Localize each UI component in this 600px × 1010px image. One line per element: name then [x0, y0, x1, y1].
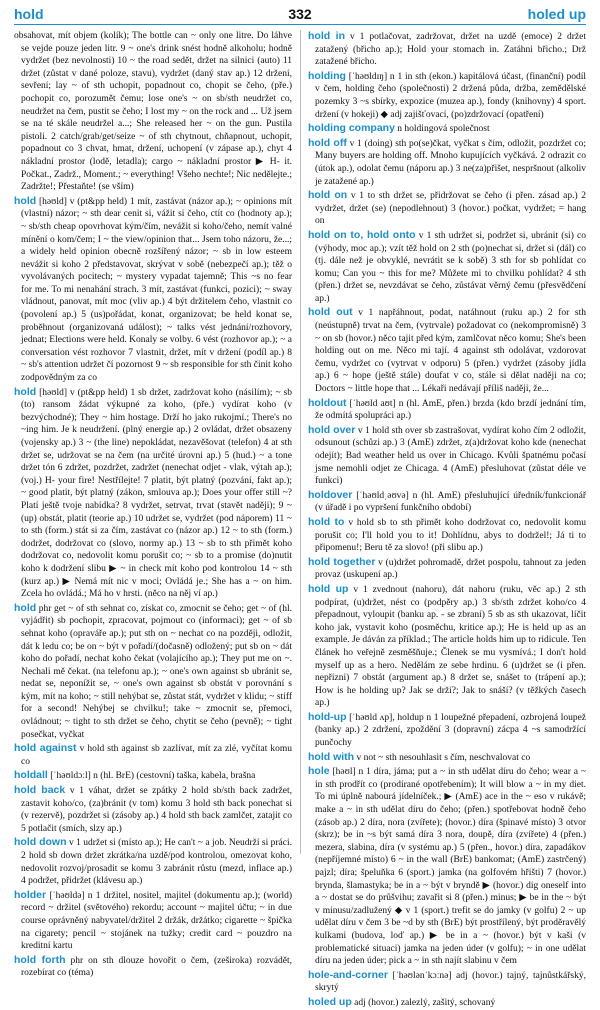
entry-text: v 1 (doing) sth po(se)čkat, vyčkat s čím, odložit, pozdržet co; Many buyers are holding off. Mnoho kupujících vyčkává. 2 odrazit co (útok ap.), odolat čemu (náporu ap.) 3 ne(za)přišet, nespršnout (alkoliv je zatažené ap.) — [315, 138, 587, 187]
entry-headword: hold against — [14, 742, 77, 755]
entry-text: [ˈhəʊld ʌp], holdup n 1 loupežné přepadení, ozbrojená loupež (banky ap.) 2 zdržení, zpoždění 3 (dopravní) zácpa 4 ~s samodržící punčochy — [315, 712, 587, 749]
dictionary-entry — [308, 30, 586, 69]
entry-headword: hold over — [308, 423, 356, 436]
page-number: 332 — [288, 6, 312, 22]
entry-headword: hole-and-corner — [308, 968, 388, 981]
entry-headword: hold in — [308, 30, 345, 42]
dictionary-entry — [14, 769, 292, 783]
dictionary-entry — [14, 30, 292, 194]
entry-headword: holdout — [308, 396, 347, 409]
dictionary-entry — [308, 556, 586, 582]
entry-text: adj (hovor.) zalezlý, zašitý, schovaný — [354, 997, 496, 1008]
entry-headword: hold down — [14, 836, 67, 849]
entry-text: [ˈhəʊlənˈkɔːnə] adj (hovor.) tajný, tajnůstkářský, skrytý — [315, 970, 586, 994]
entry-text: [həʊld] v (pt&pp held) 1 mít, zastávat (názor ap.); ~ opinions mít (vlastní) názor; ~ sth dear cenit si, vážit si čeho, ctít co (hodnoty ap.); ~ sb/sth cheap opovrhovat kým/čím, nevážit si koho/čeho, nemít valné mínění o kom/čem; I ~ the view/opinion that... Jsem toho názoru, že...; a widely held opinion obecně rozšířený názor; ~ sb in low esteem nevážit si koho 2 představovat, skrývat v sobě (nebezpečí ap.); těž o vyvolávaných pocitech; ~ mystery vypadat tajemně; This ~s no fear for me. To mi nenahání strach. 3 mít, zastávat (funkci, pozici); ~ sway vládnout, panovat, mít moc (vliv ap.) 4 být držitelem čeho, vlastnit co (povolení ap.) 5 (us)pořádat, konat, organizovat; be held konat se, proběhnout (organizovaná událost); ~ talks vést jednání/rozhovory, jednat; Elections were held. Konaly se volby. 6 vést (rozhovor ap.); ~ a conversation vést rozhovor 7 vlastnit, držet, mít v držení (podíl ap.) 8 ~ sb's attention udržet čí pozornost 9 ~ sb responsible for sth činit koho zodpovědným za co — [21, 196, 292, 384]
dictionary-entry — [14, 386, 292, 601]
entry-headword: hold on to, hold onto — [308, 228, 416, 241]
entry-headword: holed up — [308, 995, 352, 1008]
entry-headword: holdall — [14, 769, 48, 782]
right-guide-word: holed up — [527, 6, 586, 22]
entry-headword: hold forth — [14, 953, 66, 966]
dictionary-entry — [308, 765, 586, 968]
right-column — [300, 30, 587, 1008]
entry-text: phr get ~ of sth sehnat co, získat co, zmocnit se čeho; get ~ of (hl. vyjádřit) sb pochopit, zpracovat, pojmout co (informaci); get ~ of sb sehnat koho (opraváře ap.); put sth on ~ nechat co na později, odložit, dát k ledu co; be on ~ být v pořadí/(dočasně) odložený; put sb on ~ dát koho do pořadí, nechat koho čekat (volajícího ap.); They put me on ~. Nechali mě čekat. (na telefonu ap.); ~ one's own against sb ubránit se, nedat se, neponížit se, ~ one's own against sb obstát v porovnání s kým, mít na koho; ~ still nehýbat se, zůstat stát, vydržet v klidu; ~ stiff for a second! Nehýbej se chvilku!; take ~ zmocnit se, přemoci, ovládnout; ~ tight to sth držet se čeho, chytit se čeho (pevně); ~ tight posečkat, vyčkat — [21, 603, 292, 740]
entry-text: v 1 zvednout (nahoru), dát nahoru (ruku, věc ap.) 2 sth podpírat, (u)držet, nést co (podpěry ap.) 3 sb/sth zdržet koho/co 4 přepadnout, vyloupit (banku ap. - se zbraní) 5 sb as sth ukazovat, líčit koho jak, vystavit koho (posměchu, kritice ap.); He is held up as an example. Je dáván za příklad.; The article holds him up to ridicule. Ten článek ho veřejně zesměšňuje.; Členek se mu vysmívá.; I don't hold myself up as a hero. Nedělám ze sebe hrdinu. 6 (u)držet se (i přen. nepřízni) 7 obstát (argument ap.) 8 držet se, snášet to (trápení ap.); How is he holding up? Jak se drží?; Jak to snáší? (v těžkých časech ap.) — [315, 584, 587, 709]
dictionary-entry — [308, 711, 586, 750]
entry-headword: holding — [308, 69, 346, 82]
dictionary-entry — [14, 836, 292, 887]
entry-text: [həʊl] n 1 díra, jáma; put a ~ in sth udělat díru do čeho; wear a ~ in sth prodřít co (prodírané opotřebením); It will blow a ~ in my diet. To mi úplně nabourá jídelníček.; ▶ (AmE) ace in the ~ eso v rukávě; make a ~ in sth udělat díru do čeho; (přen.) spotřebovat hodně čeho (zásob ap.) 2 díra, nora (zvířete); (hovor.) díra (špinavé místo) 3 otvor (skrz); be in ~s být samá díra 3 nora, doupě, díra (zvířete) 4 (přen.) mezera, slabina, díra (v systému ap.) 5 (přen., hovor.) díra, zapadákov (nepříjemné místo) 6 ~ in the wall (BrE) bankomat; (AmE) zastrčený) pajzl; díra; špeluňka 6 (sport.) jamka (na golfovém hřišti) 7 (hovor.) brynda, šlamastyka; be in a ~ být v bryndě ▶ (hovor.) dig oneself into a ~ dostat se do průšvihu; zavařit si 8 (přen.) minus; ▶ be in the ~ být v minusu/zadlužený ◆ v 1 (sport.) trefit se do jamky (v golfu) 2 ~ up udělat díru v čem 3 be ~d by sth (BrE) být prostřílený, být proděravělý kulkami (budova, loď ap.) ▶ be in a ~ (hovor.) být v kaši (v problematické situaci) jamka na jeden úder (v golfu); ~ in one udělat díru na jeden úder; pick a ~ in sth najít slabinu v čem — [315, 767, 586, 967]
dictionary-entry — [308, 306, 586, 395]
left-guide-word: hold — [14, 6, 44, 22]
entry-text: v 1 udržet si (místo ap.); He can't ~ a job. Neudrží si práci. 2 hold sb down držet zkrátka/na uzdě/pod kontrolou, omezovat koho, nedovolit rozvoj/prosadit se komu 3 zabránit růstu (mezd, inflace ap.) 4 podržet, přidržet (klávesu ap.) — [21, 838, 292, 887]
entry-headword: holder — [14, 888, 47, 901]
entry-text: v 1 to sth držet se, přidržovat se čeho (i přen. zásad ap.) 2 vydržet, držet (se) (nepodlehnout) 3 (hovor.) počkat, vydržet; = hang on — [315, 191, 587, 227]
entry-headword: hold together — [308, 555, 376, 568]
entry-text: v hold sb to sth přimět koho dodržovat co, nedovolit komu porušit co; I'll hold you to it! Dohlídnu, abys to dodržel!; Já ti to připomenu!; Beru tě za slovo! (při slibu ap.) — [315, 517, 587, 554]
entry-text: v hold sth against sb zazlívat, mít za zlé, vyčítat komu co — [21, 744, 293, 767]
entry-headword: hold up — [308, 582, 349, 595]
entry-text: [ˈhəʊld aʊt] n (hl. AmE, přen.) brzda (kdo brzdí jednání tím, že odmítá spolupráci ap.) — [315, 398, 586, 422]
dictionary-entry — [308, 70, 586, 121]
entry-text: [ˈhəʊldˌəʊvə] n (hl. AmE) přesluhující úředník/funkcionář (v úřadě i po vypršení funkčního období) — [315, 490, 587, 514]
dictionary-entry — [308, 489, 586, 515]
dictionary-entry — [14, 954, 292, 980]
entry-text: [ˈhəʊldɪŋ] n 1 in sth (ekon.) kapitálová účast, (finanční) podíl v čem, holding čeho (společnosti) 2 držená půda, držba, zemědělské pozemky 3 ~s sbírky, expozice (muzea ap.), fondy (knihovny) 4 sport. držení (v hokeji) ◆ adj zajišťovací, (po)zdržovací (opatření) — [315, 71, 586, 120]
entry-text: v 1 sth udržet si, podržet si, ubránit (si) co (výhody, moc ap.); vzít těž hold on 2 sth (po)nechat si, držet si (dál) co (tj. dále než je obvyklé, nevrátit se k sobě) 3 sth for sb pohlídat co komu; Can you ~ this for me? Můžete mi to chvilku pohlídat? 4 sth (přen.) držet se, nevzdávat se čeho, zůstávat věrný čemu (přesvědčení ap.) — [315, 230, 586, 304]
entry-headword: holding company — [308, 122, 395, 135]
dictionary-entry — [14, 889, 292, 953]
entry-headword: hold off — [308, 136, 347, 149]
entry-text: [həʊld] v (pt&pp held) 1 sb držet, zadržovat koho (násilím); ~ sb (to) ransom žádat výkupné za koho, (pře.) vydírat koho (v bezvýchodné); They ~ him hostage. Drží ho jako rukojmí.; There's no ~ing him. Je k neudržení. (plný energie ap.) 2 ovládat, držet obsazeny (vojensky ap.) 3 ~ (the line) nepokládat, nezavěšovat (telefon) 4 at sth držet se, udržovat se na čem (na určité úrovni ap.) 5 (hud.) ~ a tone držet tón 6 zdržet, pozdržet, zadržet (nenechat odjet - vlak, výtah ap.); (voj.) H- your fire! Nestřílejte! 7 platit, být platný (pozvání, fakt ap.); ~ good platit, být platný (zákon, smlouva ap.); Does your offer still ~? Platí ještě tvoje nabídka? 8 vydržet, setrvat, trvat (stavět naději); 9 ~ (up) obstát, platit (teorie ap.) 10 udržet se, vydržet (pod náporem) 11 ~ to sth (form.) stát si za čím, zastávat co (názor ap.) 12 ~ to sth (form.) dodržet, dodržovat co (slovo, normy ap.) 13 ~ sb to sth přimět koho dodržovat co, nedovolit komu porušit co; ~ sb to a promise (do)nutit koho k dodržení slibu ▶ ~ in check mít koho pod kontrolou 14 ~ sth (kurz ap.) ▶ Nemá mít nic v moci; Ovládá je.; She has a ~ on him. Zcela ho ovládá.; Má ho v hrsti. (něco na něj ví ap.) — [21, 387, 292, 600]
dictionary-entry — [308, 583, 586, 710]
entry-text: v 1 napřáhnout, podat, natáhnout (ruku ap.) 2 for sth (neústupně) trvat na čem, (vytrvale) požadovat co (nekompromisně) 3 ~ on sb (hovor.) něco tajit před kým, zamlčovat něco komu; She's been holding out on me. Něco mi tají. 4 against sth odolávat, vzdorovat čemu, vydržet co (vytrvat v odporu) 5 (přen.) vydržet (zásoby jídla ap.) 6 ~ hope (ještě stále) doufat v co, stále si dělat naději na co; Doctors ~ little hope that ... Lékaři nedávají příliš naději, že... — [315, 308, 586, 395]
entry-headword: hold — [14, 194, 37, 207]
dictionary-entry — [14, 784, 292, 835]
left-column — [14, 30, 293, 979]
dictionary-entry — [308, 397, 586, 423]
entry-text: v 1 hold sth over sb zastrašovat, vydírat koho čím 2 odložit, odsunout (schůzi ap.) 3 (AmE) zdržet, z(a)držovat koho kde (nenechat odejít); Bad weather held us over in Chicago. Kvůli špatnému počasí jsme nemohli odjet ze Chicaga. 4 (AmE) přesluhovat (zůstat déle ve funkci) — [315, 425, 587, 487]
entry-headword: hold to — [308, 515, 345, 528]
dictionary-entry — [308, 996, 586, 1010]
entry-text: [ˈhəʊldə] n 1 držitel, nositel, majitel (dokumentu ap.); (world) record ~ držitel (světového) rekordu; account ~ majitel účtu; ~ in due course oprávněný nabyvatel/držitel 2 držák, držátko; cigarette ~ špička na cigarety; pencil ~ stojánek na tužky; credit card ~ pouzdro na kreditní kartu — [21, 890, 292, 952]
entry-headword: hold — [14, 385, 37, 398]
entry-text: phr on sth dlouze hovořit o čem, (zeširoka) rozvádět, rozebírat co (téma) — [21, 955, 292, 979]
running-header — [14, 6, 586, 25]
dictionary-entry — [308, 516, 586, 555]
dictionary-entry — [308, 229, 586, 306]
dictionary-entry — [308, 424, 586, 488]
entry-headword: hold out — [308, 306, 353, 319]
entry-text: v (u)držet pohromadě, držet pospolu, tahnout za jeden provaz (uskupení ap.) — [315, 557, 587, 581]
dictionary-entry — [14, 195, 292, 385]
entry-text: n holdingová společnost — [397, 124, 490, 135]
dictionary-entry — [308, 122, 586, 136]
entry-text: v 1 potlačovat, zadržovat, držet na uzdě (emoce) 2 držet zatažený (břicho ap.); Hold your stomach in. Zatáhni břicho.; Drž zatažené břicho. — [315, 32, 586, 68]
entry-headword: hold — [14, 601, 37, 614]
dictionary-entry — [14, 742, 292, 768]
dictionary-entry — [308, 751, 586, 765]
entry-text: obsahovat, mít objem (kolík); The bottle can ~ only one litre. Do láhve se vejde pouze jeden litr. 9 ~ one's drink snést hodně alkoholu; hodně vydržet (bez nevolnosti) 10 ~ the road sedět, držet na silnici (auto) 11 držet (zůstat v dané poloze, stavu), vydržet (daný stav ap.) 12 držení, sevření; lay ~ of sth uchopit, popadnout co, chopit se čeho, (pře.) pochopit co, porozumět čemu; lose one's ~ on sb/sth neudržet co, neudržet na čem, pustit se čeho; I lost my ~ on the rock and ... Už jsem se na té skále neudržel a...; She released her ~ on the gun. Pustila pistoli. 2 catch/grab/get/seize ~ of sth chytnout, chňapnout, uchopit, popadnout co 3 chvat, hmat, držení, uchopení (v zápase ap.), chyt 4 nákladní prostor (lodě, letadla); cargo ~ nákladní prostor ▶ H- it. Počkat., Zadrž., Moment.; ~ everything! Všeho nechte!; Nic nedělejte.; Zadržte!; Přestaňte! (se vším) — [14, 31, 292, 193]
dictionary-entry — [308, 189, 586, 228]
entry-headword: hold with — [308, 750, 355, 763]
entry-headword: hole — [308, 765, 330, 778]
dictionary-entry — [308, 137, 586, 188]
entry-text: v 1 váhat, držet se zpátky 2 hold sb/sth back zadržet, zastavit koho/co, (za)bránit (v tom) komu 3 hold sth back ponechat si (v rezervě), pozdržet si (zásoby ap.) 4 hold sth back zamlčet, zatajit co 5 potlačit (smích, slzy ap.) — [21, 786, 293, 834]
entry-headword: hold on — [308, 189, 348, 202]
entry-text: [ˈhəʊldɔːl] n (hl. BrE) (cestovní) taška, kabela, brašna — [50, 771, 256, 782]
columns — [14, 30, 587, 1008]
dictionary-entry — [308, 969, 586, 995]
entry-headword: hold-up — [308, 710, 347, 723]
dictionary-entry — [14, 602, 292, 742]
entry-text: v not ~ sth nesouhlasit s čím, neschvalovat co — [356, 752, 531, 763]
entry-headword: hold back — [14, 784, 66, 797]
entry-headword: holdover — [308, 488, 353, 501]
